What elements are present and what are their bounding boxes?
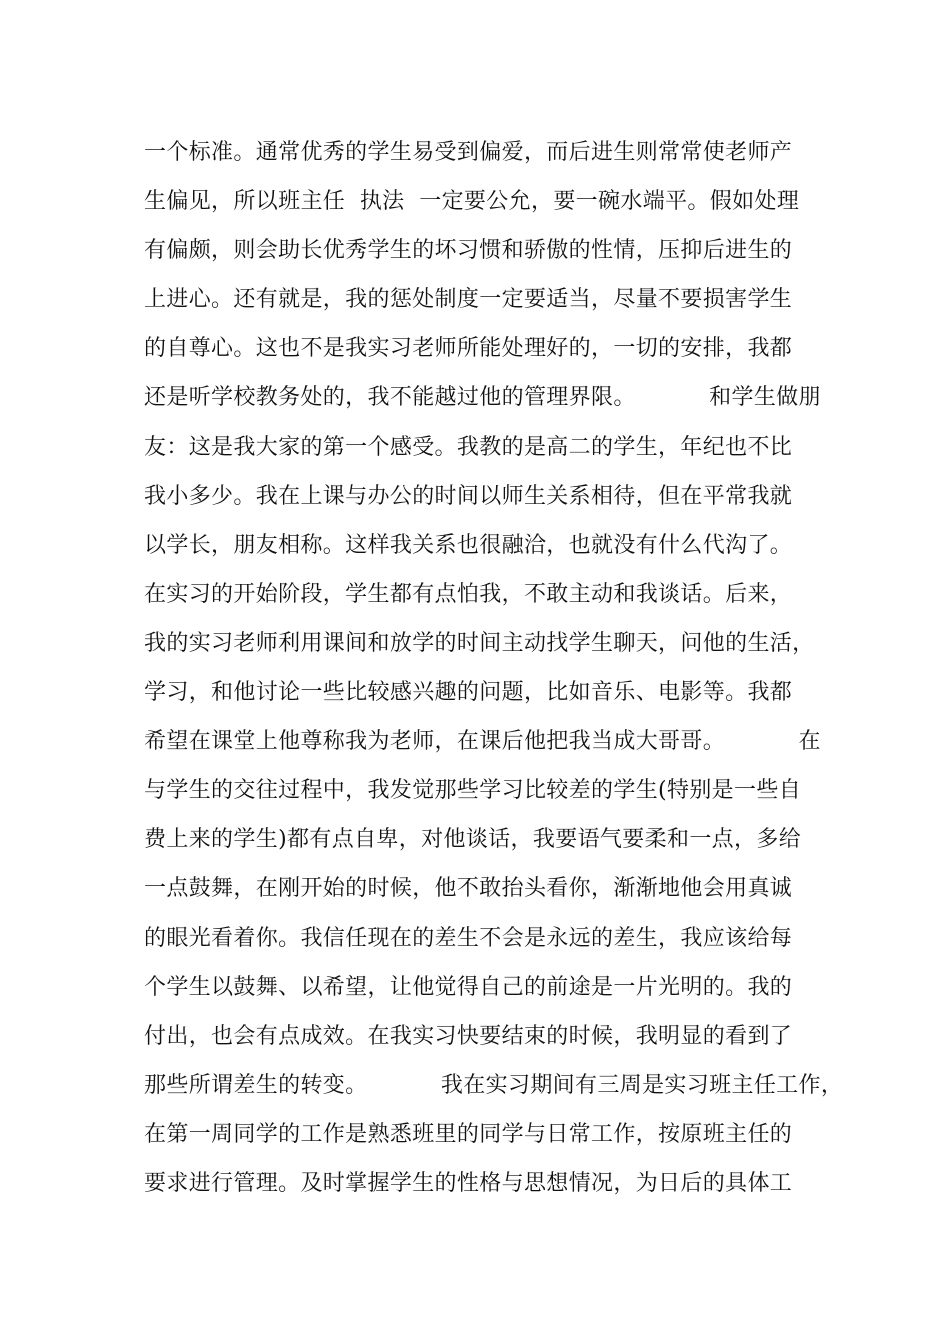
- text-line: 的眼光看着你。我信任现在的差生不会是永远的差生，我应该给每: [144, 925, 793, 951]
- text-line: 付出，也会有点成效。在我实习快要结束的时候，我明显的看到了: [144, 1023, 793, 1049]
- text-line: 生偏见，所以班主任 执法 一定要公允，要一碗水端平。假如处理: [144, 189, 800, 215]
- text-line: 我小多少。我在上课与办公的时间以师生关系相待，但在平常我就: [144, 483, 793, 509]
- text-line: 费上来的学生)都有点自卑，对他谈话，我要语气要柔和一点，多给: [144, 827, 802, 853]
- text-line: 上进心。还有就是，我的惩处制度一定要适当，尽量不要损害学生: [144, 287, 793, 313]
- text-line: 以学长，朋友相称。这样我关系也很融洽，也就没有什么代沟了。: [144, 532, 793, 558]
- text-line: 与学生的交往过程中，我发觉那些学习比较差的学生(特别是一些自: [144, 778, 802, 804]
- text-line: 有偏颇，则会助长优秀学生的坏习惯和骄傲的性情，压抑后进生的: [144, 238, 793, 264]
- text-line: 一点鼓舞，在刚开始的时候，他不敢抬头看你，渐渐地他会用真诚: [144, 876, 793, 902]
- text-line: 在第一周同学的工作是熟悉班里的同学与日常工作，按原班主任的: [144, 1121, 793, 1147]
- text-line: 一个标准。通常优秀的学生易受到偏爱，而后进生则常常使老师产: [144, 140, 793, 165]
- text-line: 学习，和他讨论一些比较感兴趣的问题，比如音乐、电影等。我都: [144, 680, 793, 706]
- text-line: 希望在课堂上他尊称我为老师，在课后他把我当成大哥哥。 在: [144, 729, 821, 755]
- text-line: 那些所谓差生的转变。 我在实习期间有三周是实习班主任工作，: [144, 1072, 844, 1098]
- text-line: 个学生以鼓舞、以希望，让他觉得自己的前途是一片光明的。我的: [144, 974, 793, 1000]
- text-line: 还是听学校教务处的，我不能越过他的管理界限。 和学生做朋: [144, 385, 821, 411]
- text-line: 我的实习老师利用课间和放学的时间主动找学生聊天，问他的生活，: [144, 630, 815, 656]
- text-line: 要求进行管理。及时掌握学生的性格与思想情况，为日后的具体工: [144, 1170, 793, 1196]
- body-text: [144, 128, 844, 1208]
- text-line: 在实习的开始阶段，学生都有点怕我，不敢主动和我谈话。后来，: [144, 581, 793, 607]
- text-line: 友：这是我大家的第一个感受。我教的是高二的学生，年纪也不比: [144, 434, 793, 460]
- text-line: 的自尊心。这也不是我实习老师所能处理好的，一切的安排，我都: [144, 336, 793, 362]
